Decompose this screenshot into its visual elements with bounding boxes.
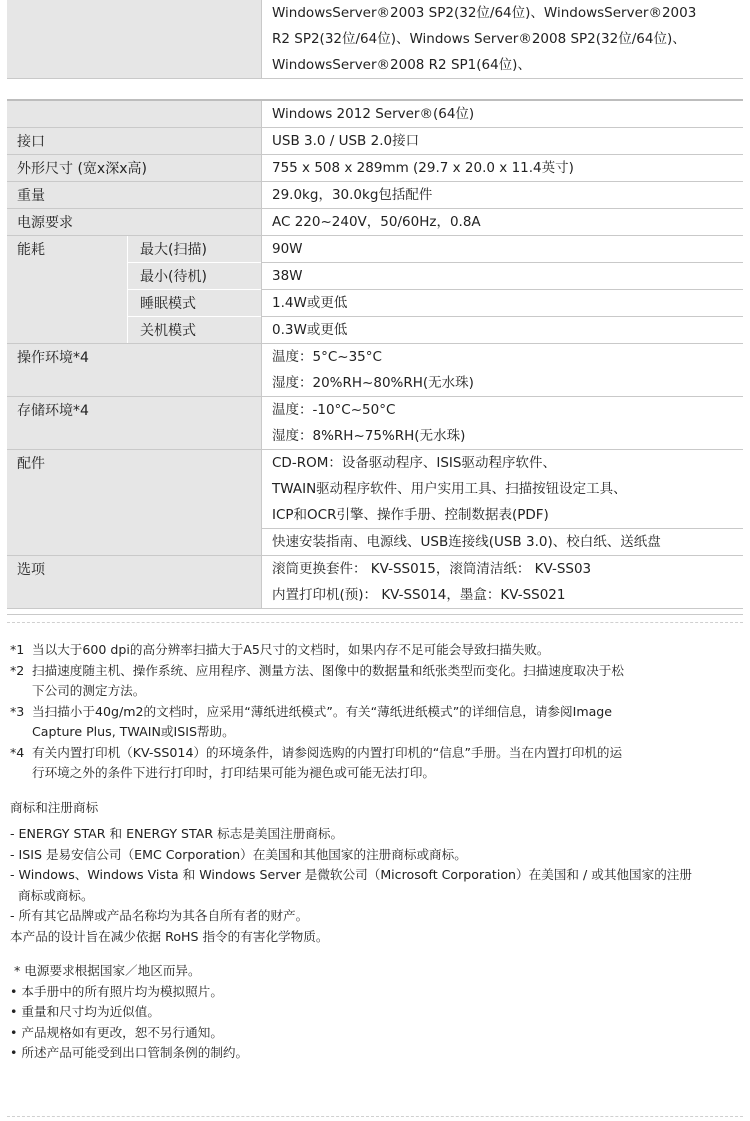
os-line: R2 SP2(32位/64位)、Windows Server®2008 SP2(32位/64位)、: [272, 31, 686, 47]
accessories-row: [7, 450, 743, 556]
os-continued-label: [7, 101, 261, 127]
storage-env-value: 温度：-10°C~50°C: [272, 402, 396, 418]
interface-row: [7, 128, 743, 155]
footnote: [10, 702, 745, 743]
trademark-item: 商标或商标。: [10, 887, 94, 903]
trademark-item: - 所有其它品牌或产品名称均为其各自所有者的财产。: [10, 908, 309, 923]
disclaimer-item: • 产品规格如有更改，恕不另行通知。: [10, 1024, 223, 1040]
consumption-sub-label: 关机模式: [127, 317, 261, 343]
consumption-row: [7, 236, 743, 344]
interface-label: 接口: [17, 134, 45, 150]
footnote: [10, 661, 745, 702]
rohs-statement: 本产品的设计旨在减少依据 RoHS 指令的有害化学物质。: [10, 928, 329, 944]
consumption-value: 90W: [272, 241, 303, 257]
spec-table: [7, 0, 743, 615]
footnote-mark: *1: [10, 642, 25, 657]
consumption-sub-label: 最小(待机): [127, 263, 261, 290]
accessories-value: ICP和OCR引擎、操作手册、控制数据表(PDF): [272, 507, 549, 523]
footnote-text: 当扫描小于40g/m2的文档时，应采用“薄纸进纸模式”。有关“薄纸进纸模式”的详细信息，请参阅Image: [32, 703, 613, 719]
operating-env-value: 温度：5°C~35°C: [272, 349, 382, 365]
footnote: [10, 743, 745, 784]
os-line: WindowsServer®2008 R2 SP1(64位)、: [272, 57, 531, 73]
accessories-value: TWAIN驱动程序软件、用户实用工具、扫描按钮设定工具、: [272, 481, 627, 497]
footnote: [10, 640, 745, 661]
footnote-text: 当以大于600 dpi的高分辨率扫描大于A5尺寸的文档时，如果内存不足可能会导致扫描失败。: [32, 642, 550, 657]
dimensions-row: [7, 155, 743, 182]
disclaimer-item: * 电源要求根据国家／地区而异。: [14, 963, 201, 978]
operating-env-value: 湿度：20%RH~80%RH(无水珠): [272, 375, 474, 391]
trademark-item: - Windows、Windows Vista 和 Windows Server 是微软公司（Microsoft Corporation）在美国和 / 或其他国家的注册: [10, 867, 692, 882]
storage-env-label: 存储环境*4: [17, 403, 89, 419]
footnote-text: 扫描速度随主机、操作系统、应用程序、测量方法、图像中的数据量和纸张类型而变化。扫描速度取决于松: [32, 662, 624, 678]
trademark-item: - ISIS 是易安信公司（EMC Corporation）在美国和其他国家的注册商标或商标。: [10, 846, 467, 862]
os-continued-value: Windows 2012 Server®(64位): [272, 106, 475, 122]
footnote-text: 下公司的测定方法。: [32, 683, 146, 698]
os-label-cell: [7, 0, 261, 78]
weight-value: 29.0kg，30.0kg包括配件: [272, 187, 433, 203]
consumption-sub-label: 睡眠模式: [127, 290, 261, 317]
operating-env-row: [7, 344, 743, 397]
weight-row: [7, 182, 743, 209]
footnote-text: Capture Plus, TWAIN或ISIS帮助。: [32, 724, 235, 739]
disclaimer-item: • 本手册中的所有照片均为模拟照片。: [10, 983, 223, 999]
notes-section: [10, 640, 745, 1064]
options-value: 内置打印机(预)： KV-SS014，墨盒：KV-SS021: [272, 587, 566, 603]
footnote-mark: *2: [10, 662, 25, 678]
footnote-mark: *4: [10, 744, 25, 760]
os-line: WindowsServer®2003 SP2(32位/64位)、WindowsServer®2003: [272, 5, 697, 21]
disclaimer-item: • 重量和尺寸均为近似值。: [10, 1004, 160, 1019]
consumption-value: 38W: [262, 262, 743, 289]
dashed-divider: [7, 622, 743, 623]
disclaimer-item: • 所述产品可能受到出口管制条例的制约。: [10, 1045, 249, 1060]
trademark-item: - ENERGY STAR 和 ENERGY STAR 标志是美国注册商标。: [10, 826, 344, 841]
consumption-label-cell: [7, 236, 261, 343]
power-row: [7, 209, 743, 236]
os-row: [7, 0, 743, 79]
storage-env-row: [7, 397, 743, 450]
dimensions-value: 755 x 508 x 289mm (29.7 x 20.0 x 11.4英寸): [272, 160, 574, 176]
consumption-label: 能耗: [7, 236, 127, 343]
os-continued-row: [7, 99, 743, 128]
trademarks-title: 商标和注册商标: [10, 799, 99, 815]
power-label: 电源要求: [17, 215, 73, 231]
consumption-value: 1.4W或更低: [262, 289, 743, 316]
accessories-value: CD-ROM：设备驱动程序、ISIS驱动程序软件、: [272, 455, 556, 471]
os-value-cell: [261, 0, 743, 78]
dashed-divider: [7, 1116, 743, 1117]
weight-label: 重量: [17, 188, 45, 204]
consumption-values: [261, 236, 743, 343]
options-value: 滚筒更换套件： KV-SS015，滚筒清洁纸： KV-SS03: [272, 561, 592, 577]
accessories-label: 配件: [17, 456, 45, 472]
options-row: [7, 556, 743, 609]
footnote-text: 有关内置打印机（KV-SS014）的环境条件，请参阅选购的内置打印机的“信息”手册。当在内置打印机的运: [32, 744, 623, 760]
options-label: 选项: [17, 562, 45, 578]
accessories-extra-value: 快速安装指南、电源线、USB连接线(USB 3.0)、校白纸、送纸盘: [262, 528, 743, 555]
consumption-value: 0.3W或更低: [262, 316, 743, 343]
operating-env-label: 操作环境*4: [17, 350, 89, 366]
storage-env-value: 湿度：8%RH~75%RH(无水珠): [272, 428, 466, 444]
interface-value: USB 3.0 / USB 2.0接口: [272, 133, 420, 149]
consumption-sub-label: 最大(扫描): [127, 236, 261, 263]
footnote-mark: *3: [10, 703, 25, 719]
dimensions-label: 外形尺寸 (宽x深x高): [17, 161, 147, 177]
footnote-text: 行环境之外的条件下进行打印时，打印结果可能为褪色或可能无法打印。: [32, 765, 435, 780]
power-value: AC 220~240V，50/60Hz，0.8A: [272, 214, 481, 230]
